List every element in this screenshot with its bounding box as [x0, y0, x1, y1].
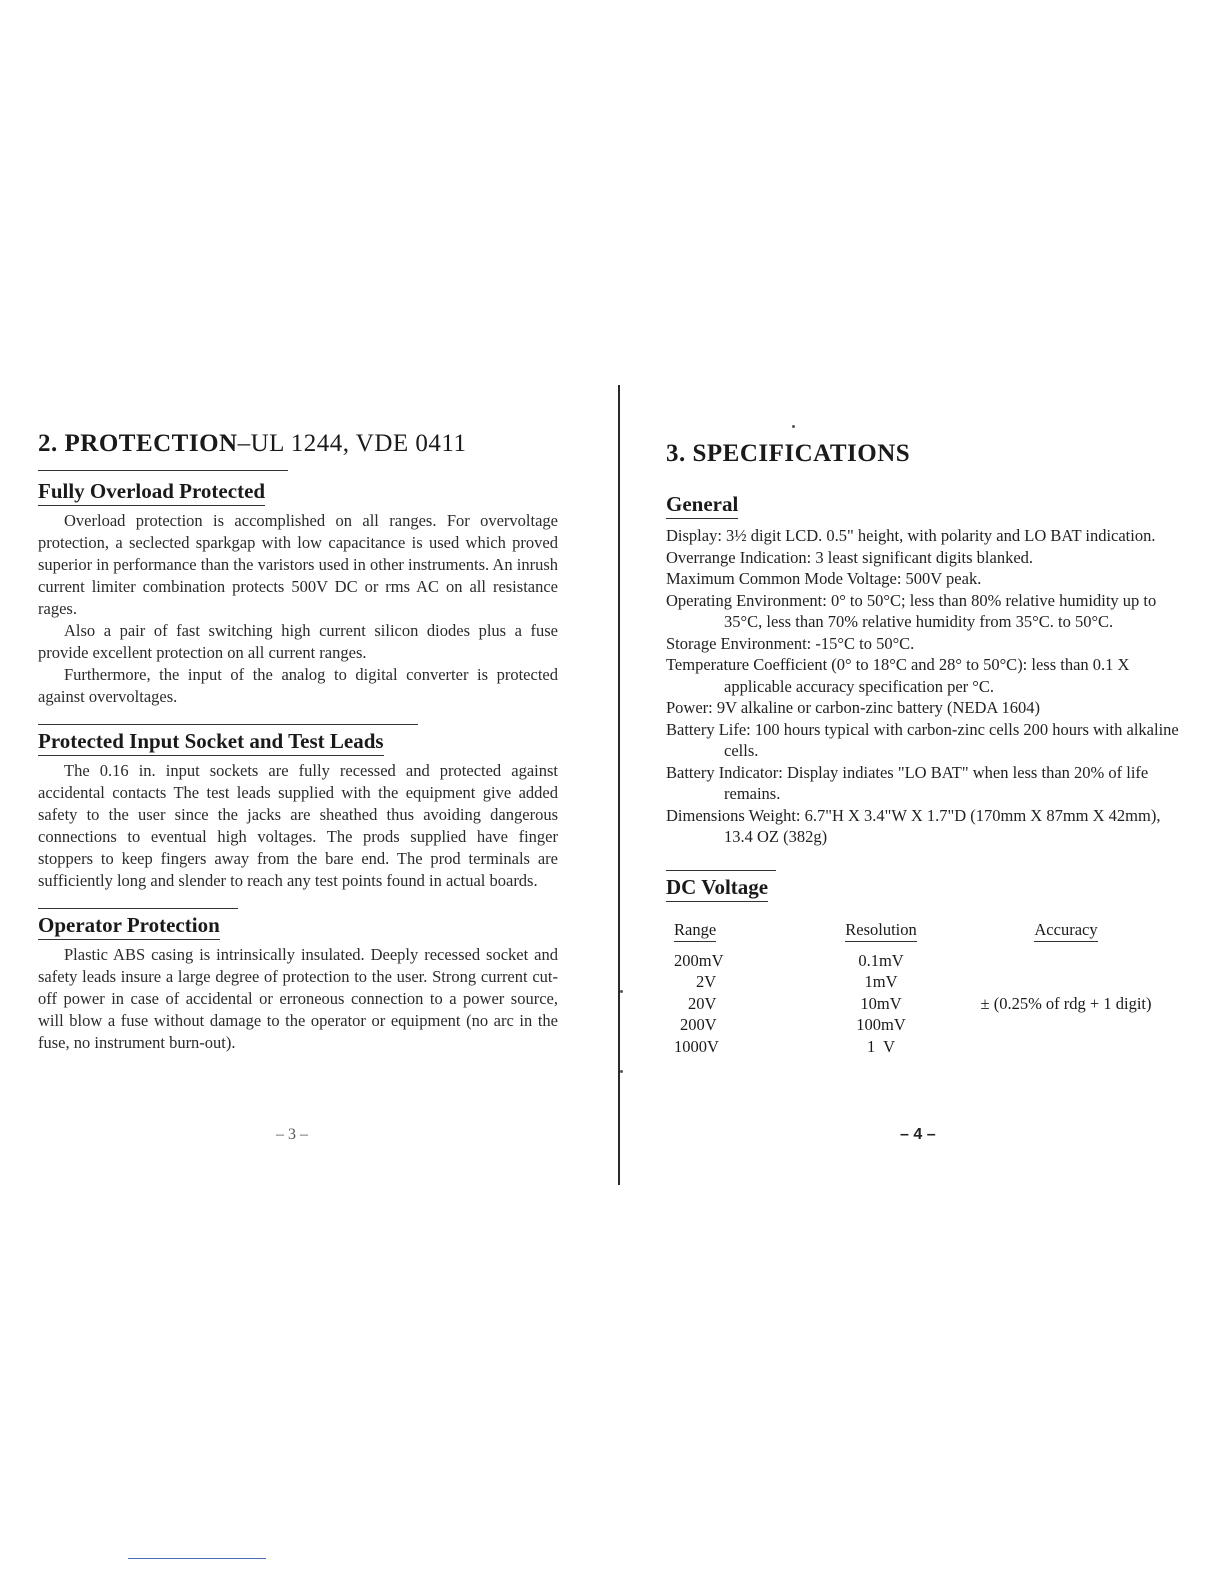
spec-item: Operating Environment: 0° to 50°C; less than 80% relative humidity up to 35°C, less than 70% relative humidity from 35°C. to 50°C. [666, 590, 1157, 631]
range-cell: 200mV [674, 950, 724, 970]
spec-item: Dimensions Weight: 6.7"H X 3.4"W X 1.7"D (170mm X 87mm X 42mm), 13.4 OZ (382g) [666, 805, 1161, 846]
resolution-cell: 1 V [866, 1036, 896, 1056]
center-divider [618, 385, 620, 1185]
paragraph: Plastic ABS casing is intrinsically insulated. Deeply recessed socket and safety leads insure a large degree of protection to the user. Strong current cut-off power in case of accidental or erroneous connection to a power source, will blow a fuse without damage to the operator or equipment (no arc in the fuse, no instrument burn-out). [38, 945, 558, 1052]
spec-item: Overrange Indication: 3 least significant digits blanked. [666, 547, 1034, 567]
paragraph: Also a pair of fast switching high current silicon diodes plus a fuse provide excellent protection on all current ranges. [38, 621, 558, 662]
section-input-socket [38, 724, 558, 892]
chapter-title-text: SPECIFICATIONS [692, 440, 911, 467]
spec-list [666, 525, 1186, 848]
rule [666, 870, 776, 871]
page-number-right: – 4 – [900, 1126, 936, 1143]
left-page [38, 430, 558, 1054]
spec-item: Maximum Common Mode Voltage: 500V peak. [666, 569, 982, 588]
resolution-cell: 1mV [864, 972, 898, 991]
paragraph: Furthermore, the input of the analog to digital converter is protected against overvoltages. [38, 665, 558, 706]
section-heading: Operator Protection [38, 913, 220, 940]
spec-item: Power: 9V alkaline or carbon-zinc battery (NEDA 1604) [666, 698, 1041, 717]
section-dc-voltage [666, 870, 1186, 1058]
scan-speck [620, 990, 623, 993]
page-number-left: – 3 – [276, 1126, 308, 1143]
chapter-number: 2. [38, 430, 58, 457]
footer-line [128, 1558, 266, 1559]
chapter-title-text: PROTECTION [64, 430, 238, 457]
rule [38, 724, 418, 725]
spec-item: Storage Environment: -15°C to 50°C. [666, 633, 915, 653]
range-cell: 2V [696, 972, 717, 991]
resolution-cell: 10mV [860, 993, 902, 1013]
right-page [666, 440, 1186, 1057]
scan-speck [620, 1070, 623, 1073]
spec-item: Battery Indicator: Display indiates "LO BAT" when less than 20% of life remains. [666, 762, 1149, 803]
section-heading: Protected Input Socket and Test Leads [38, 729, 384, 756]
resolution-cell: 100mV [856, 1015, 906, 1034]
range-cell: 1000V [674, 1036, 719, 1056]
section-heading: DC Voltage [666, 875, 768, 902]
chapter-title-suffix: –UL 1244, VDE 0411 [237, 430, 467, 457]
scan-speck [792, 425, 795, 428]
section-heading: Fully Overload Protected [38, 479, 265, 506]
chapter-2-title [38, 430, 558, 458]
range-cell: 200V [680, 1015, 717, 1034]
rule [38, 908, 238, 909]
spec-item: Battery Life: 100 hours typical with carbon-zinc cells 200 hours with alkaline cells. [666, 719, 1179, 760]
section-general [666, 488, 1186, 848]
paragraph: The 0.16 in. input sockets are fully recessed and protected against accidental contacts The test leads supplied with the equipment give added safety to the user since the jacks are sheathed thus avoiding dangerous connections to eventual high voltages. The prods supplied have finger stoppers to keep fingers away from the bare end. The prod terminals are sufficiently long and slender to reach any test points found in actual boards. [38, 761, 558, 890]
section-heading: General [666, 492, 738, 519]
section-operator [38, 908, 558, 1054]
range-cell: 20V [688, 993, 717, 1013]
spec-item: Display: 3½ digit LCD. 0.5" height, with polarity and LO BAT indication. [666, 526, 1156, 545]
chapter-number: 3. [666, 440, 686, 467]
rule [38, 470, 288, 471]
dc-voltage-table [666, 920, 1176, 1058]
column-header: Resolution [806, 920, 956, 950]
spec-item: Temperature Coefficient (0° to 18°C and 28° to 50°C): less than 0.1 X applicable accuracy specification per °C. [666, 655, 1130, 696]
paragraph: Overload protection is accomplished on all ranges. For overvoltage protection, a seclected sparkgap with low capacitance is used which proved superior in performance than the varistors used in other instruments. An inrush current limiter combination protects 500V DC or rms AC on all resistance rages. [38, 511, 558, 618]
chapter-3-title [666, 440, 1186, 468]
table-row [666, 950, 1176, 972]
section-overload [38, 475, 558, 708]
resolution-cell: 0.1mV [858, 950, 904, 970]
column-header: Range [666, 920, 806, 950]
accuracy-cell: ± (0.25% of rdg + 1 digit) [980, 993, 1152, 1013]
column-header: Accuracy [956, 920, 1176, 950]
